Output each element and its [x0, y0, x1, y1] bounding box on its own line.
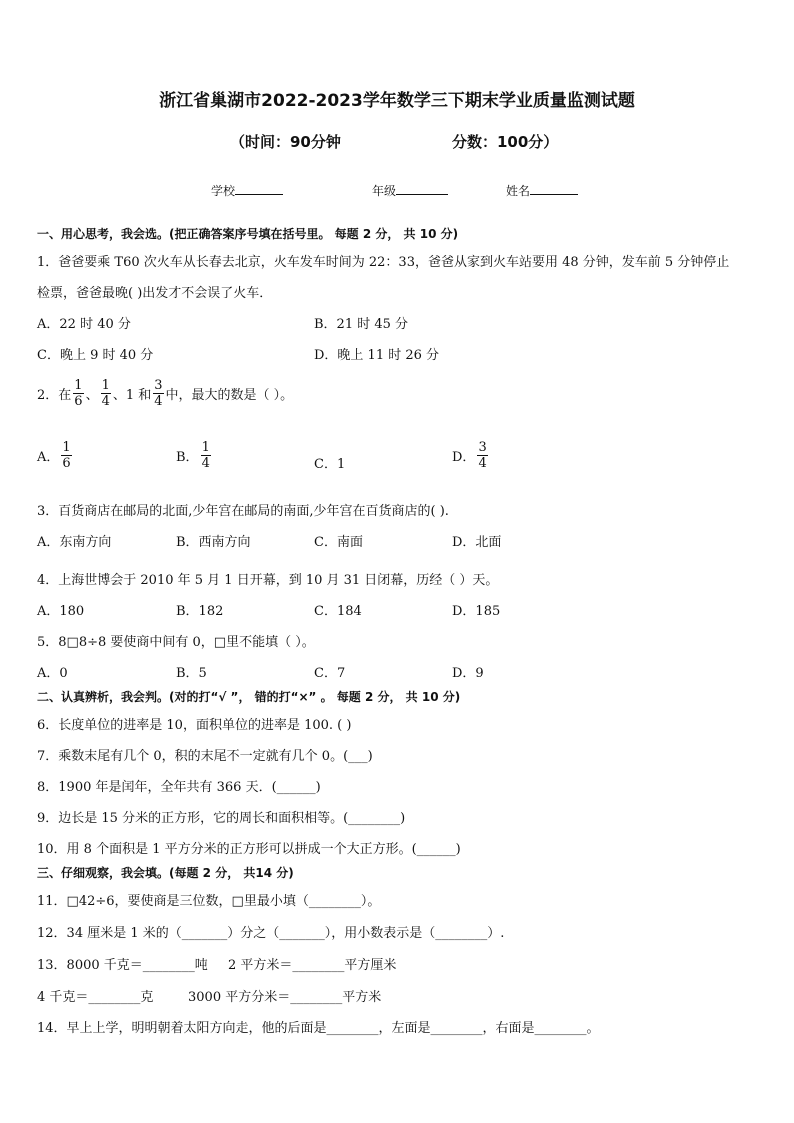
- q2-suffix: 中，最大的数是（ ）。: [165, 388, 294, 403]
- question-9: 9．边长是 15 分米的正方形，它的周长和面积相等。(________): [37, 811, 406, 826]
- q1-option-d: D．晚上 11 时 26 分: [314, 348, 440, 363]
- q4-option-a: A．180: [37, 604, 85, 619]
- school-blank: [235, 181, 283, 195]
- q2-option-a: A． $\frac{1}{6}$: [37, 440, 71, 471]
- question-2: [37, 378, 293, 409]
- q2-prefix: 2．在: [37, 388, 72, 403]
- question-10: 10．用 8 个面积是 1 平方分米的正方形可以拼成一个大正方形。(______): [37, 842, 461, 857]
- q4-option-b: B．182: [176, 604, 224, 619]
- name-field: [506, 181, 578, 199]
- q1-option-c: C．晚上 9 时 40 分: [37, 348, 154, 363]
- exam-score: 分数：100分）: [452, 133, 559, 151]
- question-3: 3．百货商店在邮局的北面,少年宫在邮局的南面,少年宫在百货商店的( ).: [37, 504, 449, 519]
- q3-option-b: B．西南方向: [176, 535, 251, 550]
- q2-option-d: D． $\frac{3}{4}$: [452, 440, 487, 471]
- fraction-one-sixth: $\frac{1}{6}$: [74, 378, 83, 409]
- question-13-a: 13．8000 千克＝________吨: [37, 958, 208, 973]
- name-label: 姓名: [506, 184, 531, 198]
- question-7: 7．乘数末尾有几个 0，积的末尾不一定就有几个 0。(___): [37, 749, 373, 764]
- question-1-line2: 检票，爸爸最晚( )出发才不会误了火车．: [37, 286, 273, 301]
- q5-option-a: A．0: [37, 666, 68, 681]
- question-11: 11．□42÷6，要使商是三位数，□里最小填（________）。: [37, 894, 381, 909]
- question-13-c: 4 千克＝________克: [37, 990, 154, 1005]
- q3-option-a: A．东南方向: [37, 535, 112, 550]
- question-6: 6．长度单位的进率是 10，面积单位的进率是 100. ( ): [37, 718, 352, 733]
- exam-time: （时间：90分钟: [230, 133, 341, 151]
- q5-option-d: D．9: [452, 666, 484, 681]
- q1-option-a: A．22 时 40 分: [37, 317, 131, 332]
- fraction-one-sixth: $\frac{1}{6}$: [62, 440, 71, 471]
- fraction-three-fourths: $\frac{3}{4}$: [478, 440, 487, 471]
- school-field: [211, 181, 283, 199]
- q4-option-d: D．185: [452, 604, 501, 619]
- section-1-title: 一、用心思考，我会选。(把正确答案序号填在括号里。 每题 2 分， 共 10 分): [37, 227, 459, 241]
- q2-sep1: 、: [85, 388, 99, 403]
- question-8: 8．1900 年是闰年，全年共有 366 天．(______): [37, 780, 321, 795]
- q4-option-c: C．184: [314, 604, 362, 619]
- q5-option-b: B．5: [176, 666, 207, 681]
- question-13-b: 2 平方米＝________平方厘米: [228, 958, 397, 973]
- section-2-title: 二、认真辨析，我会判。(对的打“√ ”， 错的打“×” 。 每题 2 分， 共 10 分): [37, 690, 461, 704]
- grade-field: [372, 181, 448, 199]
- q3-option-c: C．南面: [314, 535, 363, 550]
- page-title: 浙江省巢湖市2022-2023学年数学三下期末学业质量监测试题: [159, 91, 635, 111]
- q1-option-b: B．21 时 45 分: [314, 317, 409, 332]
- fraction-one-fourth: $\frac{1}{4}$: [101, 378, 110, 409]
- grade-blank: [396, 181, 448, 195]
- q2-option-c: C．1: [314, 457, 346, 472]
- grade-label: 年级: [372, 184, 397, 198]
- fraction-three-fourths: $\frac{3}{4}$: [154, 378, 163, 409]
- name-blank: [530, 181, 578, 195]
- section-3-title: 三、仔细观察，我会填。(每题 2 分， 共14 分): [37, 866, 294, 880]
- question-14: 14．早上上学，明明朝着太阳方向走，他的后面是________，左面是________，右面是________。: [37, 1021, 600, 1036]
- question-13-d: 3000 平方分米＝________平方米: [188, 990, 382, 1005]
- school-label: 学校: [211, 184, 236, 198]
- q3-option-d: D．北面: [452, 535, 502, 550]
- q5-option-c: C．7: [314, 666, 346, 681]
- question-4: 4．上海世博会于 2010 年 5 月 1 日开幕，到 10 月 31 日闭幕，历经（ ）天。: [37, 573, 499, 588]
- fraction-one-fourth: $\frac{1}{4}$: [201, 440, 210, 471]
- question-5: 5．8□8÷8 要使商中间有 0，□里不能填（ ）。: [37, 635, 315, 650]
- question-1-line1: 1．爸爸要乘 T60 次火车从长春去北京，火车发车时间为 22：33，爸爸从家到火车站要用 48 分钟，发车前 5 分钟停止: [37, 255, 730, 270]
- q2-sep2: 、1 和: [112, 388, 152, 403]
- question-12: 12．34 厘米是 1 米的（_______）分之（_______），用小数表示是（________）.: [37, 926, 505, 941]
- q2-option-b: B． $\frac{1}{4}$: [176, 440, 210, 471]
